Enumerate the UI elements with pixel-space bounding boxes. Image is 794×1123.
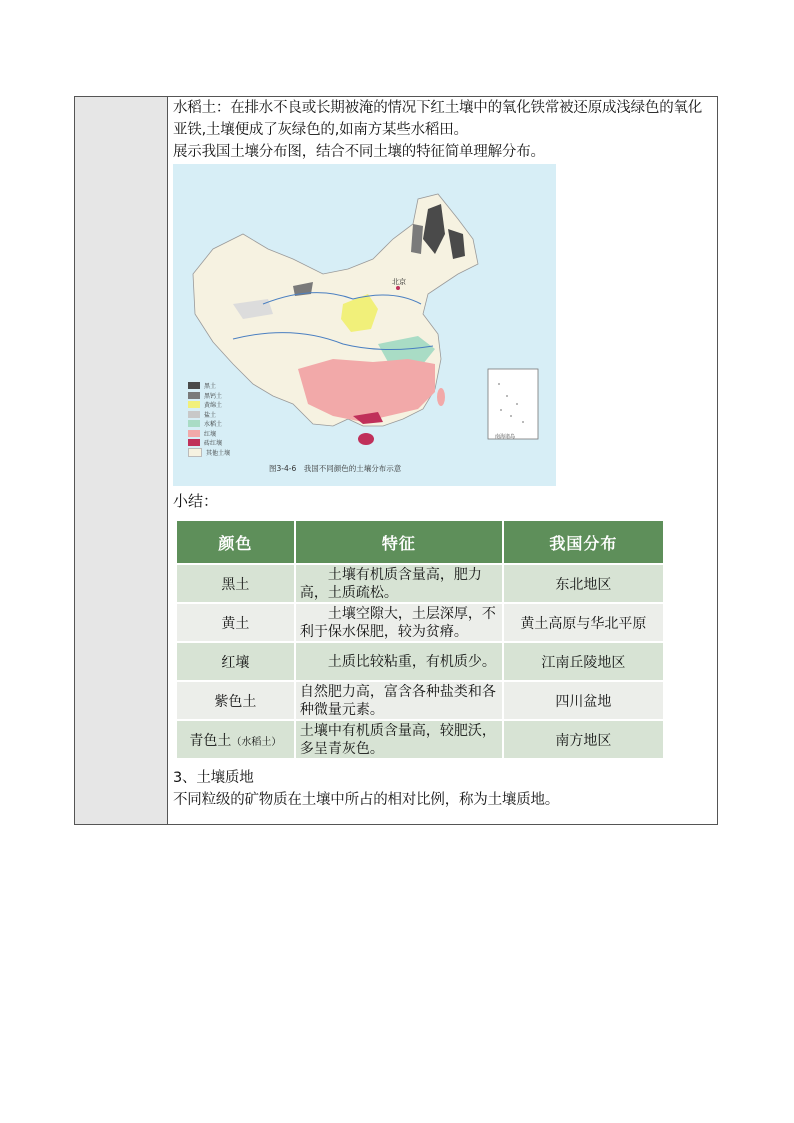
legend-label: 盐土 — [204, 411, 217, 419]
legend-swatch — [188, 392, 200, 399]
legend-swatch — [188, 448, 202, 457]
legend-label: 黄绵土 — [204, 402, 223, 410]
header-feature: 特征 — [295, 520, 503, 564]
table-row — [176, 603, 664, 642]
cell-color: 黑土 — [176, 564, 295, 603]
legend-swatch — [188, 401, 200, 408]
map-caption: 图3-4-6 我国不同颜色的土壤分布示意 — [269, 464, 402, 473]
cell-color: 紫色土 — [176, 681, 295, 720]
map-legend — [188, 381, 230, 457]
content-cell — [173, 97, 713, 811]
legend-item — [188, 391, 230, 401]
cell-color — [176, 720, 295, 759]
inset-label: 南海诸岛 — [495, 434, 516, 440]
legend-item — [188, 410, 230, 420]
hainan-island — [358, 433, 374, 445]
cell-feature: 自然肥力高，富含各种盐类和各种微量元素。 — [295, 681, 503, 720]
header-distribution: 我国分布 — [503, 520, 664, 564]
legend-item — [188, 429, 230, 439]
cell-color: 红壤 — [176, 642, 295, 681]
legend-label: 红壤 — [204, 430, 217, 438]
cell-feature: 土质比较粘重，有机质少。 — [295, 642, 503, 681]
cell-feature: 土壤有机质含量高，肥力高，土质疏松。 — [295, 564, 503, 603]
legend-label: 其他土壤 — [206, 449, 231, 457]
paddy-soil-paragraph: 水稻土：在排水不良或长期被淹的情况下红土壤中的氧化铁常被还原成浅绿色的氧化亚铁,土壤便成了灰绿色的,如南方某些水稻田。 — [173, 100, 703, 138]
table-row — [176, 564, 664, 603]
table-row — [176, 720, 664, 759]
table-row — [176, 681, 664, 720]
chernozem-region — [411, 224, 423, 254]
map-intro-paragraph: 展示我国土壤分布图，结合不同土壤的特征简单理解分布。 — [173, 144, 545, 160]
legend-swatch — [188, 382, 200, 389]
cell-feature: 土壤空隙大，土层深厚，不利于保水保肥，较为贫瘠。 — [295, 603, 503, 642]
soil-summary-table — [175, 519, 665, 760]
cell-distribution: 南方地区 — [503, 720, 664, 759]
soil-distribution-map — [173, 164, 556, 486]
cell-feature: 土壤中有机质含量高，较肥沃，多呈青灰色。 — [295, 720, 503, 759]
section-text: 不同粒级的矿物质在土壤中所占的相对比例，称为土壤质地。 — [173, 792, 560, 808]
table-row — [176, 642, 664, 681]
legend-label: 砖红壤 — [204, 440, 223, 448]
legend-item — [188, 400, 230, 410]
table-header-row — [176, 520, 664, 564]
legend-swatch — [188, 411, 200, 418]
legend-item — [188, 448, 230, 458]
cell-color-text: 青色土 — [189, 732, 232, 749]
section-heading: 3、土壤质地 — [173, 770, 254, 786]
legend-label: 水稻土 — [204, 421, 223, 429]
legend-label: 黑土 — [204, 383, 217, 391]
beijing-label: 北京 — [392, 278, 406, 286]
cell-distribution: 四川盆地 — [503, 681, 664, 720]
taiwan-island — [437, 388, 445, 406]
header-color: 颜色 — [176, 520, 295, 564]
legend-item — [188, 419, 230, 429]
legend-swatch — [188, 430, 200, 437]
south-sea-inset — [488, 369, 538, 439]
legend-item — [188, 381, 230, 391]
legend-swatch — [188, 420, 200, 427]
cell-color: 黄土 — [176, 603, 295, 642]
legend-label: 黑钙土 — [204, 392, 223, 400]
cell-distribution: 黄土高原与华北平原 — [503, 603, 664, 642]
cell-distribution: 东北地区 — [503, 564, 664, 603]
legend-item — [188, 438, 230, 448]
cell-color-note: （水稻土） — [231, 736, 282, 748]
left-column — [75, 97, 168, 824]
cell-distribution: 江南丘陵地区 — [503, 642, 664, 681]
lesson-table-row — [74, 96, 718, 825]
summary-title: 小结： — [173, 492, 219, 510]
legend-swatch — [188, 439, 200, 446]
